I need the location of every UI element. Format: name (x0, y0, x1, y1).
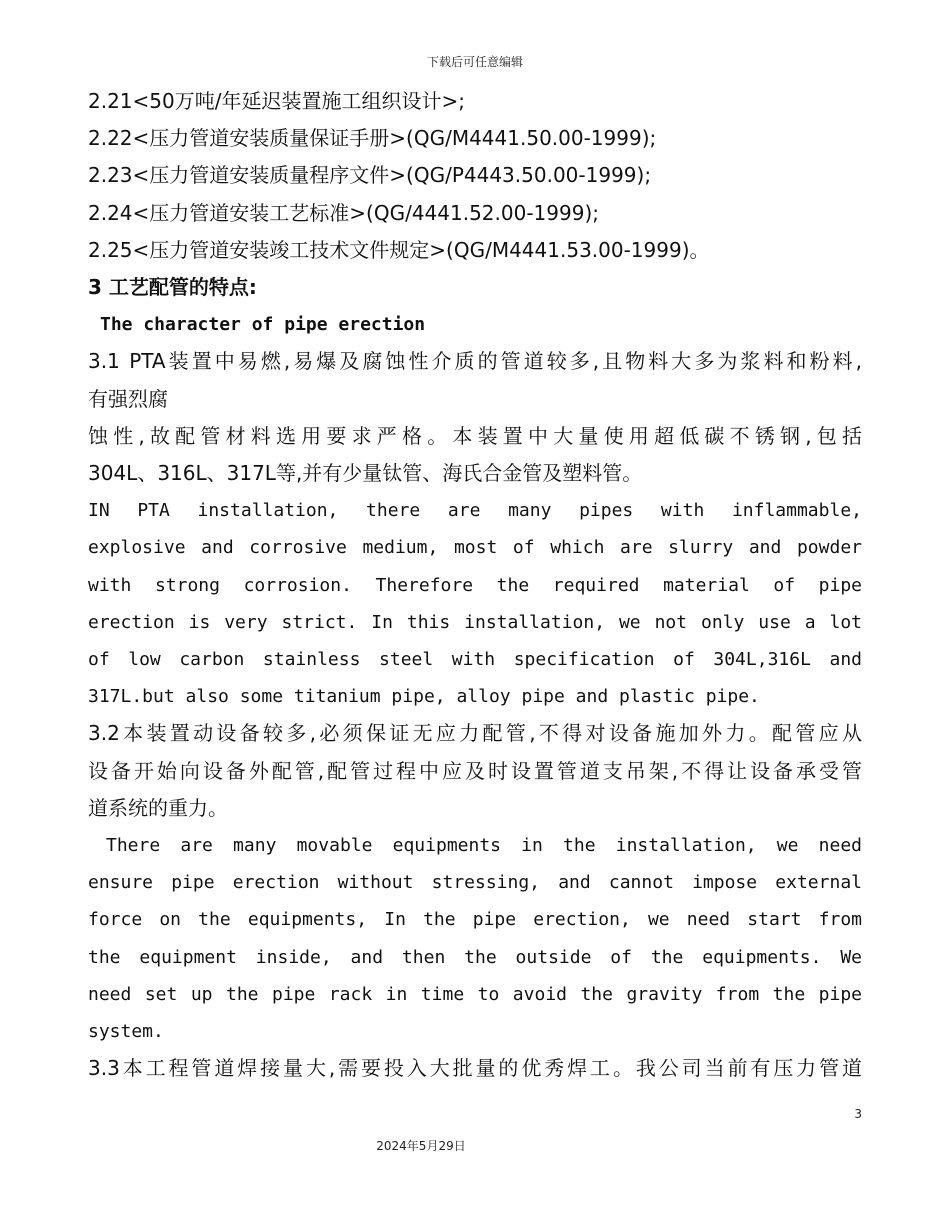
page-number: 3 (854, 1107, 862, 1121)
paragraph-3-1-cn-line: 304L、316L、317L等,并有少量钛管、海氏合金管及塑料管。 (88, 461, 643, 486)
reference-line: 2.22<压力管道安装质量保证手册>(QG/M4441.50.00-1999); (88, 126, 657, 151)
reference-line: 2.25<压力管道安装竣工技术文件规定>(QG/M4441.53.00-1999)。 (88, 237, 710, 262)
paragraph-3-2-en-line: There are many movable equipments in the installation, we need (106, 835, 862, 857)
reference-line: 2.23<压力管道安装质量程序文件>(QG/P4443.50.00-1999); (88, 163, 652, 188)
paragraph-3-1-en-line: with strong corrosion. Therefore the required material of pipe (88, 574, 862, 596)
paragraph-3-1-en-line: erection is very strict. In this installation, we not only use a lot (88, 611, 862, 633)
paragraph-3-2-en-line: ensure pipe erection without stressing, and cannot impose external (88, 872, 862, 894)
paragraph-3-2-en-line: need set up the pipe rack in time to avoid the gravity from the pipe (88, 983, 862, 1005)
paragraph-3-1-cn-line: 蚀性,故配管材料选用要求严格。本装置中大量使用超低碳不锈钢,包括 (88, 423, 862, 448)
paragraph-3-1-cn-line: 有强烈腐 (88, 386, 168, 411)
reference-line: 2.21<50万吨/年延迟装置施工组织设计>; (88, 89, 465, 113)
paragraph-3-1-cn-line: 3.1 PTA装置中易燃,易爆及腐蚀性介质的管道较多,且物料大多为浆料和粉料, (88, 349, 862, 374)
paragraph-3-1-en-line: 317L.but also some titanium pipe, alloy pipe and plastic pipe. (88, 686, 760, 708)
paragraph-3-2-en-line: system. (88, 1021, 164, 1043)
paragraph-3-2-en-line: force on the equipments, In the pipe erection, we need start from (88, 909, 862, 931)
paragraph-3-2-cn-line: 道系统的重力。 (88, 795, 228, 820)
paragraph-3-1-en-line: IN PTA installation, there are many pipes with inflammable, (88, 500, 862, 522)
paragraph-3-2-cn-line: 3.2本装置动设备较多,必须保证无应力配管,不得对设备施加外力。配管应从 (88, 721, 862, 746)
paragraph-3-3-cn-line: 3.3本工程管道焊接量大,需要投入大批量的优秀焊工。我公司当前有压力管道 (88, 1056, 862, 1081)
document-body (88, 83, 862, 1087)
paragraph-3-1-en-line: explosive and corrosive medium, most of which are slurry and powder (88, 537, 862, 559)
paragraph-3-2-en-line: the equipment inside, and then the outside of the equipments. We (88, 946, 862, 968)
section-title-en: The character of pipe erection (100, 314, 426, 336)
paragraph-3-2-cn-line: 设备开始向设备外配管,配管过程中应及时设置管道支吊架,不得让设备承受管 (88, 758, 862, 783)
reference-line: 2.24<压力管道安装工艺标准>(QG/4441.52.00-1999); (88, 200, 599, 225)
section-title-cn: 3 工艺配管的特点: (88, 275, 257, 300)
footer-date: 2024年5月29日 (376, 1139, 466, 1153)
paragraph-3-1-en-line: of low carbon stainless steel with specification of 304L,316L and (88, 649, 862, 671)
page-header: 下载后可任意编辑 (426, 55, 523, 69)
